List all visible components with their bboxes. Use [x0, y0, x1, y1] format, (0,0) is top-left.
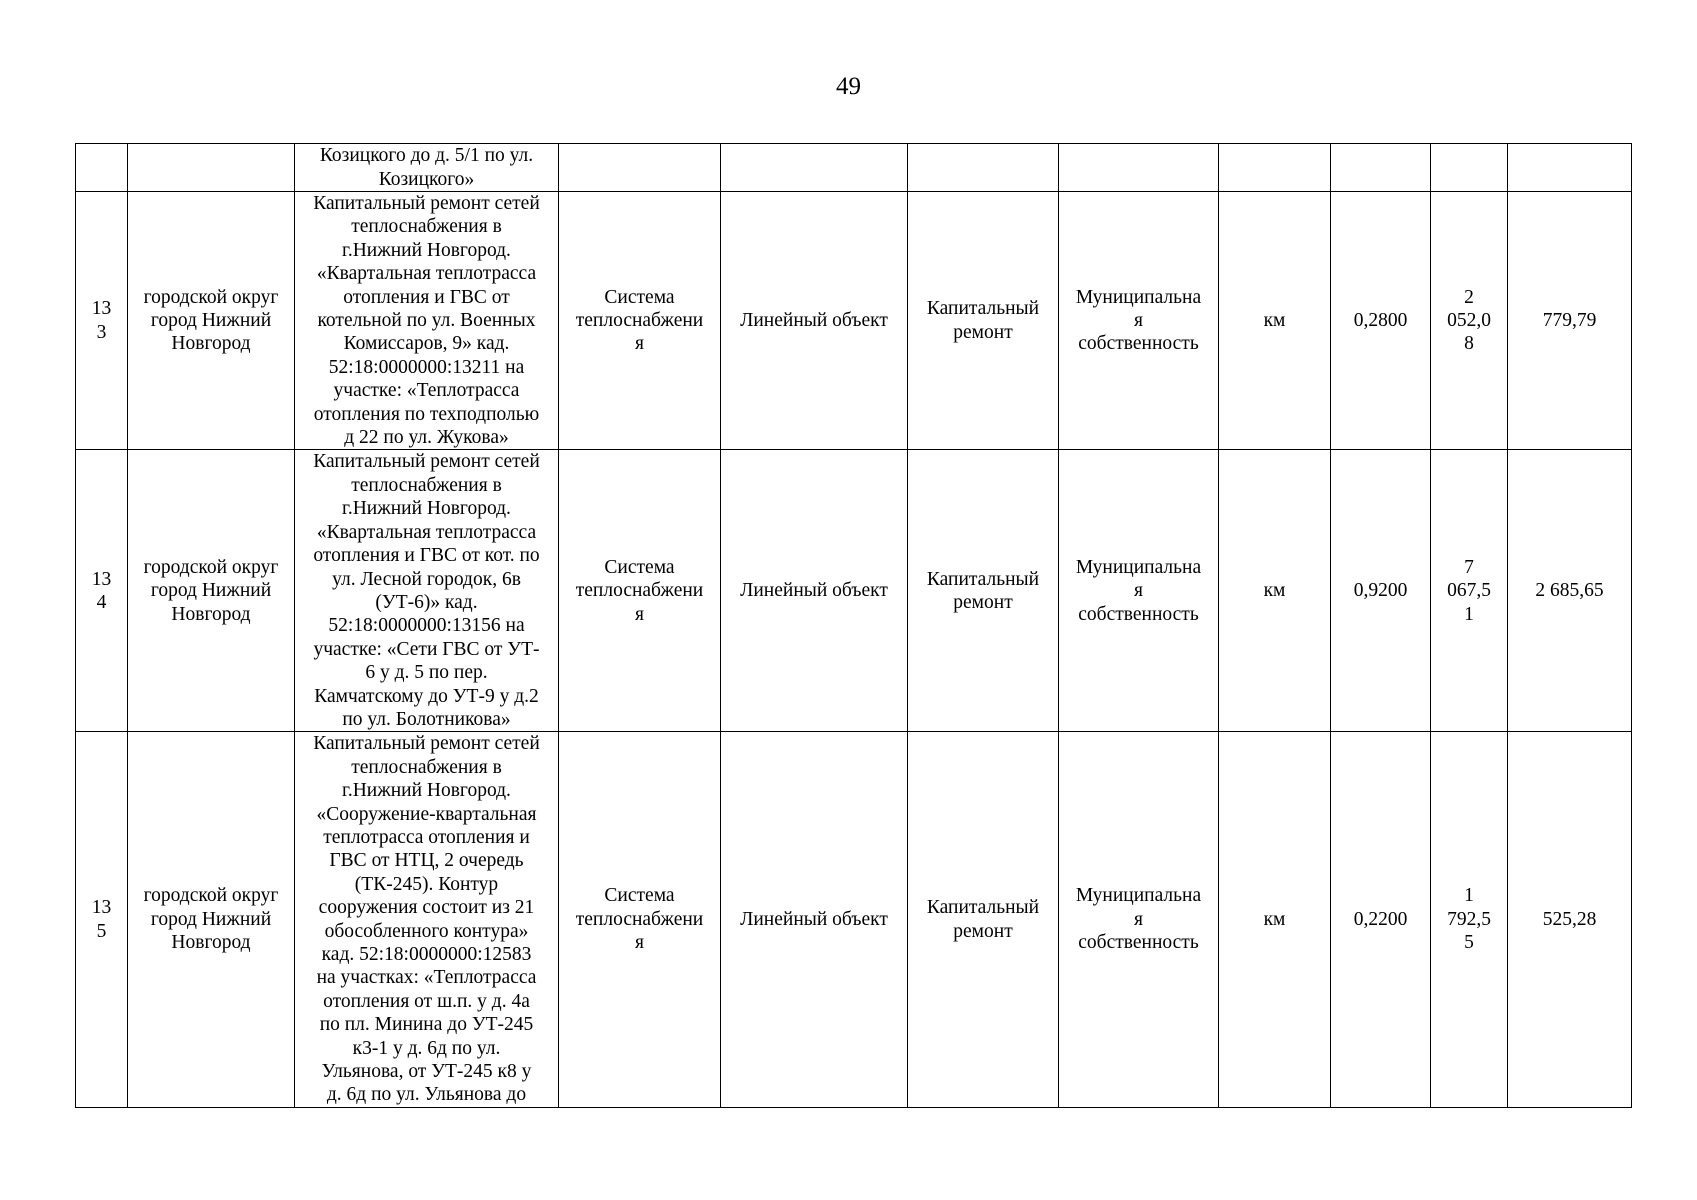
cell-object-type	[721, 144, 908, 192]
cell-text-line: 7	[1464, 556, 1474, 578]
cell-text-line: ул. Лесной городок, 6в	[332, 568, 521, 590]
cell-text-line: город Нижний	[150, 310, 272, 332]
cell-text-line: котельной по ул. Военных	[317, 310, 536, 332]
cell-text-line: я	[1134, 908, 1143, 930]
cell-text-line: я	[635, 932, 644, 954]
cell-text-line: ремонт	[953, 920, 1013, 942]
cell-text-line: Система	[604, 556, 675, 578]
cell-text-line: Новгород	[171, 603, 251, 625]
cell-text-line: город Нижний	[150, 908, 272, 930]
cell-text-line: Капитальный	[926, 568, 1040, 590]
cell-ownership	[1059, 192, 1219, 450]
cell-text-line: Капитальный	[926, 897, 1040, 919]
cell-ownership	[1059, 732, 1219, 1108]
cell-description	[295, 732, 559, 1108]
cell-territory	[128, 144, 295, 192]
cell-text-line: 13	[91, 568, 112, 590]
cell-amount: 2 685,65	[1508, 450, 1632, 732]
cell-work-type	[908, 450, 1059, 732]
cell-length	[1331, 144, 1431, 192]
cell-cost	[1431, 732, 1508, 1108]
cell-text-line: «Квартальная теплотрасса	[316, 263, 537, 285]
cell-text-line: Камчатскому до УТ-9 у д.2	[314, 685, 539, 707]
cell-territory	[128, 450, 295, 732]
cell-num	[76, 732, 128, 1108]
cell-system	[559, 732, 721, 1108]
cell-work-type	[908, 192, 1059, 450]
cell-text-line: я	[1134, 580, 1143, 602]
cell-cost	[1431, 192, 1508, 450]
table-row	[76, 192, 1632, 450]
cell-text-line: ремонт	[953, 591, 1013, 613]
cell-text-line: отопления и ГВС от	[343, 286, 510, 308]
cell-text-line: Капитальный ремонт сетей	[313, 193, 540, 214]
cell-text-line: 3	[96, 321, 107, 343]
cell-text-line: 792,5	[1447, 908, 1491, 930]
cell-text-line: я	[1134, 310, 1143, 332]
cell-text-line: сооружения состоит из 21	[318, 897, 535, 919]
cell-text-line: отопления от ш.п. у д. 4а	[323, 990, 530, 1012]
cell-text-line: д 22 по ул. Жукова»	[344, 427, 509, 449]
cell-text-line: участке: «Теплотрасса	[333, 380, 520, 402]
cell-text-line: к3-1 у д. 6д по ул.	[352, 1037, 501, 1059]
cell-text-line: (УТ-6)» кад.	[375, 591, 478, 613]
cell-text-line: 1	[1464, 885, 1474, 907]
cell-text-line: по пл. Минина до УТ-245	[319, 1014, 534, 1036]
cell-text-line: Новгород	[171, 932, 251, 954]
cell-text-line: 52:18:0000000:13156 на	[328, 615, 525, 637]
cell-num	[76, 450, 128, 732]
page-number: 49	[836, 73, 861, 100]
cell-object-type: Линейный объект	[721, 450, 908, 732]
cell-text-line: теплотрасса отопления и	[323, 826, 530, 848]
cell-text-line: собственность	[1078, 333, 1199, 355]
cell-text-line: город Нижний	[150, 580, 272, 602]
cell-text-line: Комиссаров, 9» кад.	[343, 333, 510, 355]
cell-object-type: Линейный объект	[721, 192, 908, 450]
cell-text-line: Козицкого»	[378, 168, 475, 190]
table-row	[76, 732, 1632, 1108]
cell-text-line: 13	[91, 298, 112, 320]
cell-text-line: 2	[1464, 286, 1474, 308]
cell-text-line: городской округ	[143, 556, 279, 578]
cell-text-line: г.Нижний Новгород.	[342, 780, 511, 802]
cell-work-type	[908, 732, 1059, 1108]
cell-text-line: кад. 52:18:0000000:12583	[321, 944, 532, 965]
cell-system	[559, 144, 721, 192]
cell-text-line: участке: «Сети ГВС от УТ-	[313, 638, 540, 660]
cell-text-line: по ул. Болотникова»	[342, 708, 511, 730]
cell-text-line: теплоснабжения в	[351, 756, 502, 778]
cell-text-line: ремонт	[953, 321, 1013, 343]
cell-system	[559, 450, 721, 732]
cell-text-line: собственность	[1078, 603, 1199, 625]
cell-system	[559, 192, 721, 450]
cell-unit: км	[1219, 192, 1331, 450]
cell-text-line: «Сооружение-квартальная	[316, 803, 537, 825]
cell-unit: км	[1219, 732, 1331, 1108]
cell-description	[295, 450, 559, 732]
continuation-row	[76, 144, 1632, 192]
cell-length: 0,9200	[1331, 450, 1431, 732]
table-row	[76, 450, 1632, 732]
cell-text-line: 8	[1464, 333, 1474, 355]
cell-text-line: Ульянова, от УТ-245 к8 у	[321, 1061, 532, 1083]
cell-num	[76, 192, 128, 450]
cell-text-line: городской округ	[143, 885, 279, 907]
cell-text-line: д. 6д по ул. Ульянова до	[326, 1084, 527, 1106]
cell-num	[76, 144, 128, 192]
cell-text-line: теплоснабжени	[575, 908, 704, 930]
cell-amount	[1508, 144, 1632, 192]
cell-text-line: 6 у д. 5 по пер.	[365, 662, 488, 684]
cell-text-line: теплоснабжени	[575, 580, 704, 602]
cell-text-line: Капитальный	[926, 298, 1040, 320]
cell-text-line: 1	[1464, 603, 1474, 625]
cell-text-line: теплоснабжения в	[351, 474, 502, 496]
cell-description	[295, 144, 559, 192]
cell-text-line: 5	[1464, 932, 1474, 954]
cell-ownership	[1059, 450, 1219, 732]
cell-text-line: теплоснабжения в	[351, 216, 502, 238]
cell-text-line: городской округ	[143, 286, 279, 308]
cell-territory	[128, 192, 295, 450]
cell-description	[295, 192, 559, 450]
cell-text-line: Капитальный ремонт сетей	[313, 733, 540, 755]
cell-text-line: на участках: «Теплотрасса	[316, 967, 537, 989]
cell-text-line: (ТК-245). Контур	[354, 873, 499, 895]
cell-object-type: Линейный объект	[721, 732, 908, 1108]
cell-length: 0,2200	[1331, 732, 1431, 1108]
cell-text-line: ГВС от НТЦ, 2 очередь	[329, 850, 524, 872]
cell-text-line: Муниципальна	[1075, 286, 1202, 308]
cell-text-line: г.Нижний Новгород.	[342, 498, 511, 520]
cell-text-line: отопления по техподполью	[313, 403, 540, 425]
cell-text-line: Муниципальна	[1075, 885, 1202, 907]
cell-text-line: 5	[96, 920, 107, 942]
cell-text-line: я	[635, 603, 644, 625]
cell-unit: км	[1219, 450, 1331, 732]
registry-table	[75, 143, 1632, 1108]
cell-text-line: Муниципальна	[1075, 556, 1202, 578]
cell-text-line: 052,0	[1447, 310, 1491, 332]
cell-text-line: я	[635, 333, 644, 355]
cell-length: 0,2800	[1331, 192, 1431, 450]
cell-work-type	[908, 144, 1059, 192]
cell-unit	[1219, 144, 1331, 192]
cell-cost	[1431, 450, 1508, 732]
cell-text-line: 067,5	[1447, 580, 1491, 602]
cell-ownership	[1059, 144, 1219, 192]
cell-text-line: отопления и ГВС от кот. по	[313, 545, 540, 567]
cell-territory	[128, 732, 295, 1108]
cell-text-line: Система	[604, 286, 675, 308]
cell-text-line: Новгород	[171, 333, 251, 355]
cell-amount: 525,28	[1508, 732, 1632, 1108]
cell-text-line: 4	[96, 591, 107, 613]
cell-amount: 779,79	[1508, 192, 1632, 450]
cell-text-line: г.Нижний Новгород.	[342, 239, 511, 261]
cell-text-line: Система	[604, 885, 675, 907]
cell-text-line: Козицкого до д. 5/1 по ул.	[319, 145, 534, 167]
cell-text-line: 13	[91, 897, 112, 919]
cell-text-line: обособленного контура»	[324, 920, 529, 942]
cell-text-line: Капитальный ремонт сетей	[313, 451, 540, 473]
cell-text-line: «Квартальная теплотрасса	[316, 521, 537, 543]
cell-text-line: теплоснабжени	[575, 310, 704, 332]
cell-text-line: собственность	[1078, 932, 1199, 954]
cell-text-line: 52:18:0000000:13211 на	[328, 356, 525, 378]
cell-cost	[1431, 144, 1508, 192]
